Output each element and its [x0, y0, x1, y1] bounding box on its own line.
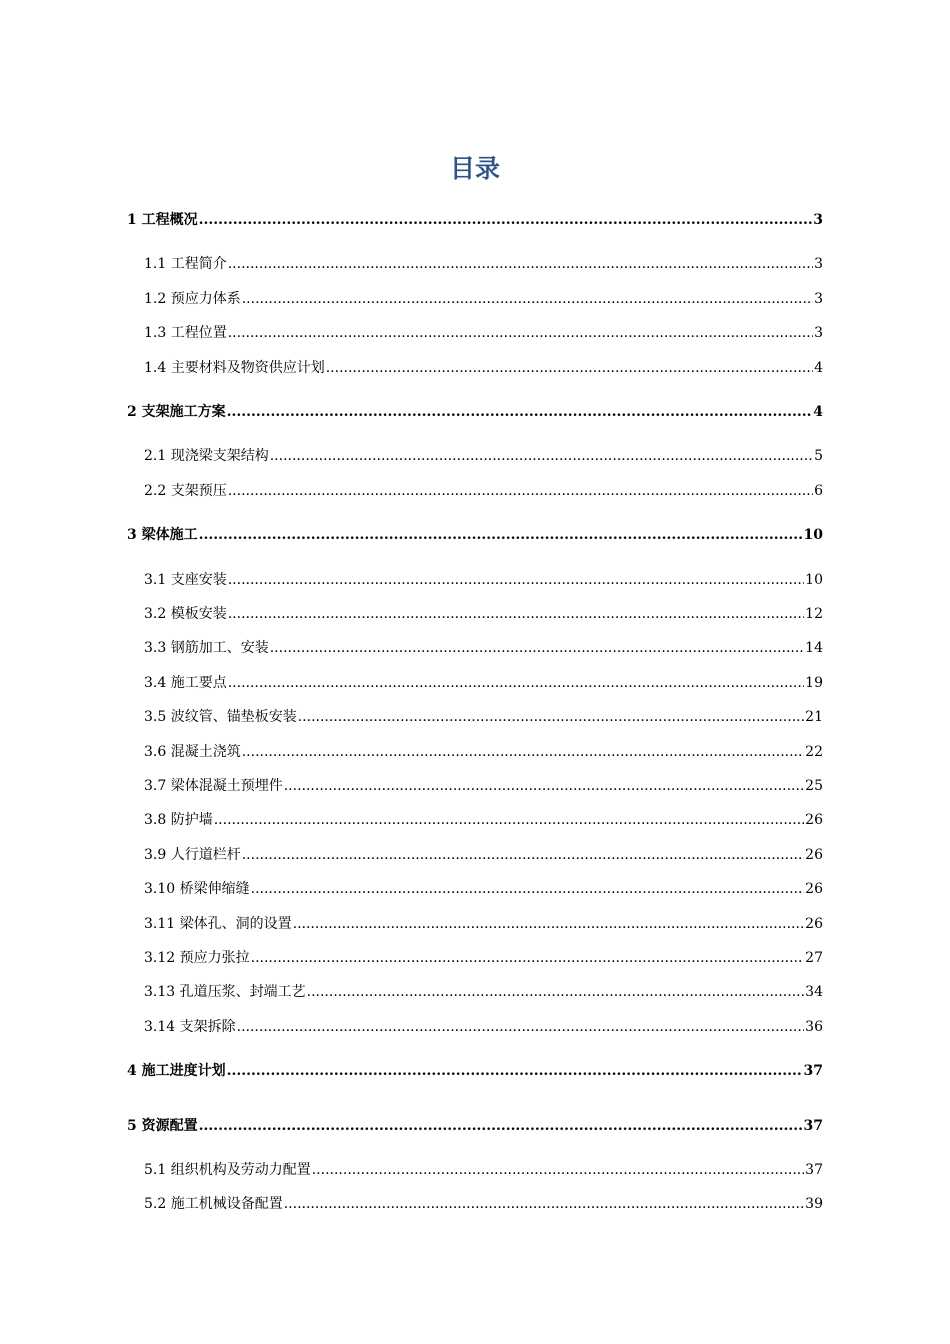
toc-chapter-entry[interactable] [127, 400, 823, 424]
toc-page-number: 10 [805, 572, 823, 588]
toc-entry-label: 3.1 支座安装 [144, 572, 227, 588]
toc-dot-leader [270, 444, 813, 468]
toc-dot-leader [228, 479, 813, 503]
toc-section-entry[interactable] [144, 1192, 823, 1216]
toc-page-number: 26 [805, 881, 823, 897]
toc-page-number: 6 [814, 483, 823, 499]
toc-page-number: 37 [803, 1118, 823, 1134]
toc-page-number: 3 [813, 212, 823, 228]
toc-page-number: 39 [805, 1196, 823, 1212]
toc-dot-leader [228, 252, 813, 276]
toc-entry-label: 3.7 梁体混凝土预埋件 [144, 778, 283, 794]
toc-entry-label: 3.10 桥梁伸缩缝 [144, 881, 250, 897]
toc-section-entry[interactable] [144, 671, 823, 695]
toc-dot-leader [270, 636, 804, 660]
toc-dot-leader [228, 602, 804, 626]
toc-section-entry[interactable] [144, 444, 823, 468]
toc-dot-leader [293, 912, 805, 936]
toc-entry-label: 3.8 防护墙 [144, 812, 213, 828]
toc-page-number: 34 [805, 984, 823, 1000]
toc-page-number: 27 [805, 950, 823, 966]
toc-section-entry[interactable] [144, 877, 823, 901]
toc-page-number: 5 [814, 448, 823, 464]
toc-page-number: 26 [805, 847, 823, 863]
toc-entry-label: 1.1 工程简介 [144, 256, 227, 272]
toc-entry-label: 1.2 预应力体系 [144, 291, 241, 307]
toc-dot-leader [199, 523, 803, 547]
toc-entry-label: 1.3 工程位置 [144, 325, 227, 341]
toc-page-number: 3 [814, 291, 823, 307]
toc-page-number: 14 [805, 640, 823, 656]
toc-dot-leader [242, 287, 813, 311]
toc-section-entry[interactable] [144, 843, 823, 867]
toc-dot-leader [298, 705, 804, 729]
toc-page-number: 3 [814, 256, 823, 272]
toc-entry-label: 2 支架施工方案 [127, 404, 226, 420]
toc-page-number: 37 [805, 1162, 823, 1178]
toc-dot-leader [228, 568, 804, 592]
toc-entry-label: 3.4 施工要点 [144, 675, 227, 691]
toc-section-entry[interactable] [144, 808, 823, 832]
toc-section-entry[interactable] [144, 321, 823, 345]
toc-chapter-entry[interactable] [127, 208, 823, 232]
toc-dot-leader [242, 843, 804, 867]
toc-entry-label: 3 梁体施工 [127, 527, 198, 543]
toc-page-number: 22 [805, 744, 823, 760]
toc-dot-leader [227, 400, 813, 424]
toc-section-entry[interactable] [144, 1015, 823, 1039]
toc-section-entry[interactable] [144, 356, 823, 380]
toc-dot-leader [312, 1158, 804, 1182]
toc-dot-leader [199, 208, 813, 232]
toc-entry-label: 3.2 模板安装 [144, 606, 227, 622]
toc-entry-label: 4 施工进度计划 [127, 1063, 226, 1079]
toc-dot-leader [307, 980, 805, 1004]
toc-entry-label: 3.12 预应力张拉 [144, 950, 250, 966]
toc-section-entry[interactable] [144, 287, 823, 311]
toc-entry-label: 5.1 组织机构及劳动力配置 [144, 1162, 311, 1178]
toc-entry-label: 5.2 施工机械设备配置 [144, 1196, 283, 1212]
toc-entry-label: 2.2 支架预压 [144, 483, 227, 499]
toc-page-number: 10 [803, 527, 823, 543]
toc-entry-label: 2.1 现浇梁支架结构 [144, 448, 269, 464]
toc-dot-leader [199, 1114, 803, 1138]
toc-page-number: 25 [805, 778, 823, 794]
toc-section-entry[interactable] [144, 479, 823, 503]
toc-dot-leader [214, 808, 804, 832]
toc-page-number: 36 [805, 1019, 823, 1035]
toc-section-entry[interactable] [144, 568, 823, 592]
toc-entry-label: 3.6 混凝土浇筑 [144, 744, 241, 760]
toc-entry-label: 1 工程概况 [127, 212, 198, 228]
toc-dot-leader [227, 1059, 803, 1083]
toc-entry-label: 5 资源配置 [127, 1118, 198, 1134]
toc-entry-label: 3.11 梁体孔、洞的设置 [144, 916, 292, 932]
toc-entry-label: 3.13 孔道压浆、封端工艺 [144, 984, 306, 1000]
toc-section-entry[interactable] [144, 705, 823, 729]
toc-dot-leader [326, 356, 813, 380]
toc-page-number: 37 [803, 1063, 823, 1079]
toc-page-number: 19 [805, 675, 823, 691]
toc-entry-label: 3.5 波纹管、锚垫板安装 [144, 709, 297, 725]
page-title: 目录 [449, 154, 500, 183]
toc-page-number: 21 [805, 709, 823, 725]
toc-page-number: 26 [805, 812, 823, 828]
toc-chapter-entry[interactable] [127, 1114, 823, 1138]
toc-dot-leader [284, 1192, 804, 1216]
toc-dot-leader [242, 740, 804, 764]
toc-section-entry[interactable] [144, 1158, 823, 1182]
toc-section-entry[interactable] [144, 980, 823, 1004]
toc-page-number: 12 [805, 606, 823, 622]
toc-dot-leader [237, 1015, 805, 1039]
toc-page-number: 4 [813, 404, 823, 420]
toc-entry-label: 3.3 钢筋加工、安装 [144, 640, 269, 656]
toc-page-number: 4 [814, 360, 823, 376]
toc-section-entry[interactable] [144, 740, 823, 764]
toc-chapter-entry[interactable] [127, 1059, 823, 1083]
toc-entry-label: 3.9 人行道栏杆 [144, 847, 241, 863]
toc-page-number: 3 [814, 325, 823, 341]
toc-section-entry[interactable] [144, 912, 823, 936]
toc-section-entry[interactable] [144, 602, 823, 626]
toc-dot-leader [228, 671, 804, 695]
toc-section-entry[interactable] [144, 774, 823, 798]
toc-page-number: 26 [805, 916, 823, 932]
toc-dot-leader [251, 946, 805, 970]
toc-chapter-entry[interactable] [127, 523, 823, 547]
toc-entry-label: 3.14 支架拆除 [144, 1019, 236, 1035]
toc-entry-label: 1.4 主要材料及物资供应计划 [144, 360, 325, 376]
toc-section-entry[interactable] [144, 636, 823, 660]
toc-dot-leader [251, 877, 805, 901]
toc-dot-leader [228, 321, 813, 345]
toc-section-entry[interactable] [144, 946, 823, 970]
toc-section-entry[interactable] [144, 252, 823, 276]
toc-dot-leader [284, 774, 804, 798]
